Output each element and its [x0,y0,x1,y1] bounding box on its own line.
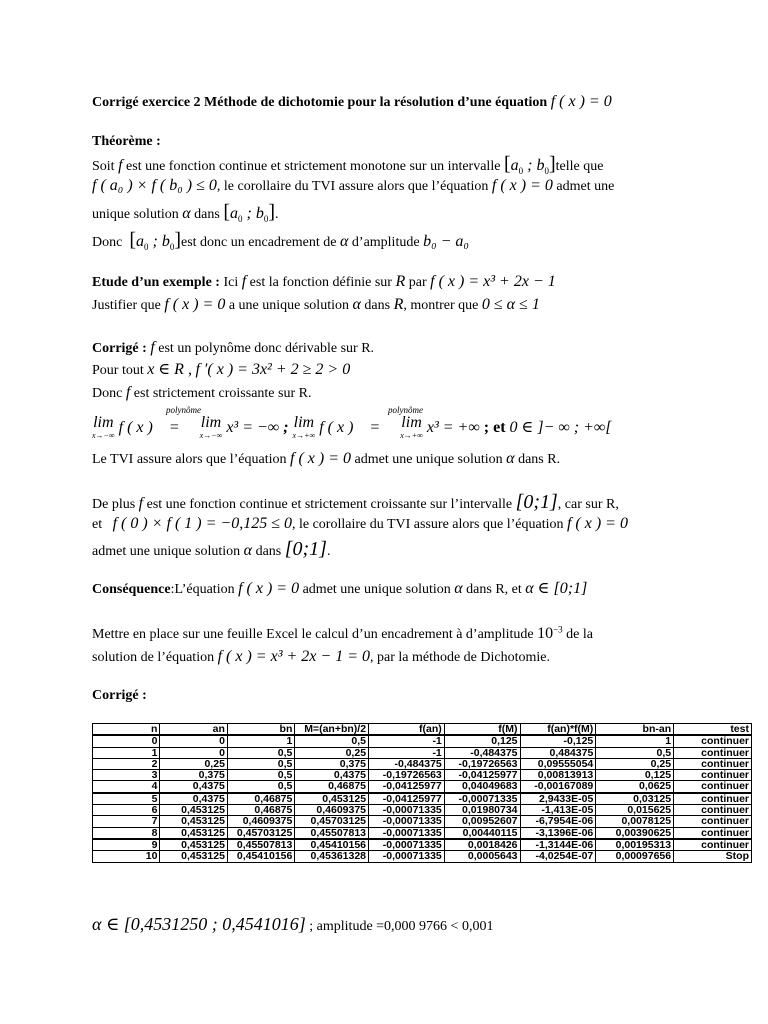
table-cell: 0,46875 [227,793,294,805]
table-cell: 0,5 [596,747,674,758]
table-cell: 0,45703125 [295,816,369,827]
deplus-line-1: De plus f est une fonction continue et strictement croissante sur l’intervalle [0;1], car sur R, [92,491,619,513]
table-cell: 0,453125 [160,839,227,851]
table-cell: -1,3144E-06 [520,839,596,851]
th-m: M=(an+bn)/2 [295,724,369,736]
table-cell: 2 [93,758,160,769]
table-cell: 0,453125 [160,851,227,862]
example-line-2: Justifier que f ( x ) = 0 a une unique solution α dans R, montrer que 0 ≤ α ≤ 1 [92,296,540,313]
theorem-line-1: Soit f est une fonction continue et strictement monotone sur un intervalle [$a_0$ ; $b_0]telle$ que [92,153,604,176]
result-line: α ∈ [0,4531250 ; 0,4541016] ; amplitude =0,000 9766 < 0,001 [92,914,494,934]
table-cell: 0,4375 [160,793,227,805]
table-cell: continuer [674,758,752,769]
table-cell: 6 [93,805,160,816]
table-cell: -1 [369,747,445,758]
table-row [93,758,752,769]
theorem-line-2: f ( a₀ ) × f ( b₀ ) ≤ 0, le corollaire du TVI assure alors que l’équation f ( x ) = 0 admet une [92,177,615,194]
th-product: f(an)*f(M) [520,724,596,736]
table-cell: 0,453125 [160,805,227,816]
example-line-1: Etude d’un exemple : Ici f est la fonction définie sur R par f ( x ) = x³ + 2x − 1 [92,273,556,290]
table-cell: 0,03125 [596,793,674,805]
table-cell: -1,413E-05 [520,805,596,816]
table-cell: 0,25 [596,758,674,769]
table-cell: 0,5 [227,781,294,793]
table-cell: -1 [369,735,445,747]
table-cell: 0,453125 [160,816,227,827]
page-title: Corrigé exercice 2 Méthode de dichotomie pour la résolution d’une équation f ( x ) = 0 [92,93,612,110]
table-cell: -0,19726563 [369,770,445,781]
lim-minus-inf-1: lim x→−∞ [92,414,115,440]
table-cell: -0,484375 [444,747,520,758]
th-fan: f(an) [369,724,445,736]
table-cell: -0,00071335 [369,827,445,839]
corrige-line-1: Corrigé : f est un polynôme donc dérivable sur R. [92,339,375,356]
table-cell: 0,125 [444,735,520,747]
table-cell: continuer [674,839,752,851]
table-cell: 0,00952607 [444,816,520,827]
table-cell: continuer [674,781,752,793]
table-cell: continuer [674,827,752,839]
table-cell: -6,7954E-06 [520,816,596,827]
table-cell: 0,0018426 [444,839,520,851]
polynome-label-1: polynôme [166,405,201,415]
table-cell: -0,04125977 [369,793,445,805]
table-cell: 2,9433E-05 [520,793,596,805]
dichotomy-table [92,723,752,863]
corrige-line-3: Donc f est strictement croissante sur R. [92,384,312,401]
table-cell: 0 [93,735,160,747]
table-cell: 0,45703125 [227,827,294,839]
table-cell: 0,45410156 [227,851,294,862]
table-row [93,851,752,862]
table-cell: -0,19726563 [444,758,520,769]
table-cell: 0,46875 [227,805,294,816]
table-cell: 0 [160,747,227,758]
table-cell: -0,04125977 [369,781,445,793]
corrige-line-2: Pour tout x ∈ R , f ′( x ) = 3x² + 2 ≥ 2 > 0 [92,361,351,378]
table-row [93,827,752,839]
table-cell: 0,0625 [596,781,674,793]
table-cell: 0,453125 [295,793,369,805]
table-row [93,781,752,793]
limits-line: lim x→−∞ f ( x ) = lim x→−∞ x³ = −∞ ; lim x→+∞ f ( x ) = lim x→+∞ x³ = +∞ ; et 0 ∈ ]− ∞ ; +∞[ [92,414,612,440]
table-cell: 0,00195313 [596,839,674,851]
table-cell: 0,25 [295,747,369,758]
table-cell: 0,0078125 [596,816,674,827]
th-fm: f(M) [444,724,520,736]
lim-plus-inf-1: lim x→+∞ [292,414,316,440]
th-an: an [160,724,227,736]
table-cell: 0,00097656 [596,851,674,862]
table-row [93,735,752,747]
table-row [93,793,752,805]
table-cell: 10 [93,851,160,862]
table-cell: Stop [674,851,752,862]
table-cell: 0,5 [227,747,294,758]
table-cell: 0,0005643 [444,851,520,862]
table-cell: 0,45410156 [295,839,369,851]
table-cell: 1 [596,735,674,747]
table-cell: 0,4609375 [295,805,369,816]
title-equation: f ( x ) = 0 [550,93,612,110]
table-cell: 0,375 [160,770,227,781]
table-cell: -3,1396E-06 [520,827,596,839]
table-cell: -4,0254E-07 [520,851,596,862]
table-cell: 0,484375 [520,747,596,758]
table-cell: 0,25 [160,758,227,769]
table-cell: 0,375 [295,758,369,769]
table-cell: 8 [93,827,160,839]
table-cell: -0,04125977 [444,770,520,781]
table-cell: 0,09555054 [520,758,596,769]
table-cell: -0,00071335 [369,805,445,816]
table-cell: 0,45361328 [295,851,369,862]
table-cell: continuer [674,793,752,805]
table-cell: 0,45507813 [227,839,294,851]
table-cell: 0,45507813 [295,827,369,839]
table-cell: 7 [93,816,160,827]
corrige2-heading: Corrigé : [92,688,147,703]
table-cell: 5 [93,793,160,805]
deplus-line-3: admet une unique solution α dans [0;1]. [92,538,331,560]
table-cell: 1 [227,735,294,747]
table-cell: 0,015625 [596,805,674,816]
consequence-line: Conséquence:L’équation f ( x ) = 0 admet une unique solution α dans R, et α ∈ [0;1] [92,580,588,597]
table-cell: continuer [674,770,752,781]
table-cell: 0,00390625 [596,827,674,839]
table-cell: 0,125 [596,770,674,781]
table-cell: continuer [674,805,752,816]
table-row [93,816,752,827]
table-cell: 9 [93,839,160,851]
table-cell: 0,5 [295,735,369,747]
table-cell: 0,5 [227,770,294,781]
table-cell: 0,5 [227,758,294,769]
theorem-line-4: Donc [$a_0$ ; $b_0]est$ donc un encadrement de α d’amplitude b₀ − a₀ [92,229,469,252]
table-cell: 0,01980734 [444,805,520,816]
table-cell: 0,4609375 [227,816,294,827]
table-cell: -0,00071335 [369,851,445,862]
table-cell: 0,4375 [160,781,227,793]
th-bn-an: bn-an [596,724,674,736]
table-cell: -0,125 [520,735,596,747]
table-cell: -0,00071335 [444,793,520,805]
deplus-line-2: et f ( 0 ) × f ( 1 ) = −0,125 ≤ 0, le corollaire du TVI assure alors que l’équation f ( x ) = 0 [92,515,628,532]
table-cell: -0,00071335 [369,839,445,851]
polynome-label-2: polynôme [388,405,423,415]
table-cell: 0,04049683 [444,781,520,793]
table-cell: continuer [674,747,752,758]
lim-plus-inf-2: lim x→+∞ [400,414,423,440]
table-header-row [93,724,752,736]
corrige-line-5: Le TVI assure alors que l’équation f ( x ) = 0 admet une unique solution α dans R. [92,450,561,467]
table-cell: 3 [93,770,160,781]
table-cell: 4 [93,781,160,793]
table-cell: -0,00071335 [369,816,445,827]
table-row [93,805,752,816]
table-cell: 0,46875 [295,781,369,793]
table-cell: 0 [160,735,227,747]
table-cell: -0,484375 [369,758,445,769]
table-cell: 0,4375 [295,770,369,781]
th-bn: bn [227,724,294,736]
table-cell: 0,453125 [160,827,227,839]
table-cell: 0,00813913 [520,770,596,781]
lim-minus-inf-2: lim x→−∞ [199,414,223,440]
table-cell: 0,00440115 [444,827,520,839]
table-row [93,747,752,758]
theorem-line-3: unique solution α dans [$a_0$ ; $b_0$]. [92,201,279,224]
excel-line-2: solution de l’équation f ( x ) = x³ + 2x − 1 = 0, par la méthode de Dichotomie. [92,648,550,665]
th-test: test [674,724,752,736]
excel-line-1: Mettre en place sur une feuille Excel le calcul d’un encadrement à d’amplitude $10^{-3}$ de la [92,624,593,642]
table-cell: continuer [674,816,752,827]
table-cell: 1 [93,747,160,758]
theorem-heading: Théorème : [92,134,161,149]
table-cell: continuer [674,735,752,747]
table-cell: -0,00167089 [520,781,596,793]
table-row [93,770,752,781]
table-row [93,839,752,851]
th-n: n [93,724,160,736]
